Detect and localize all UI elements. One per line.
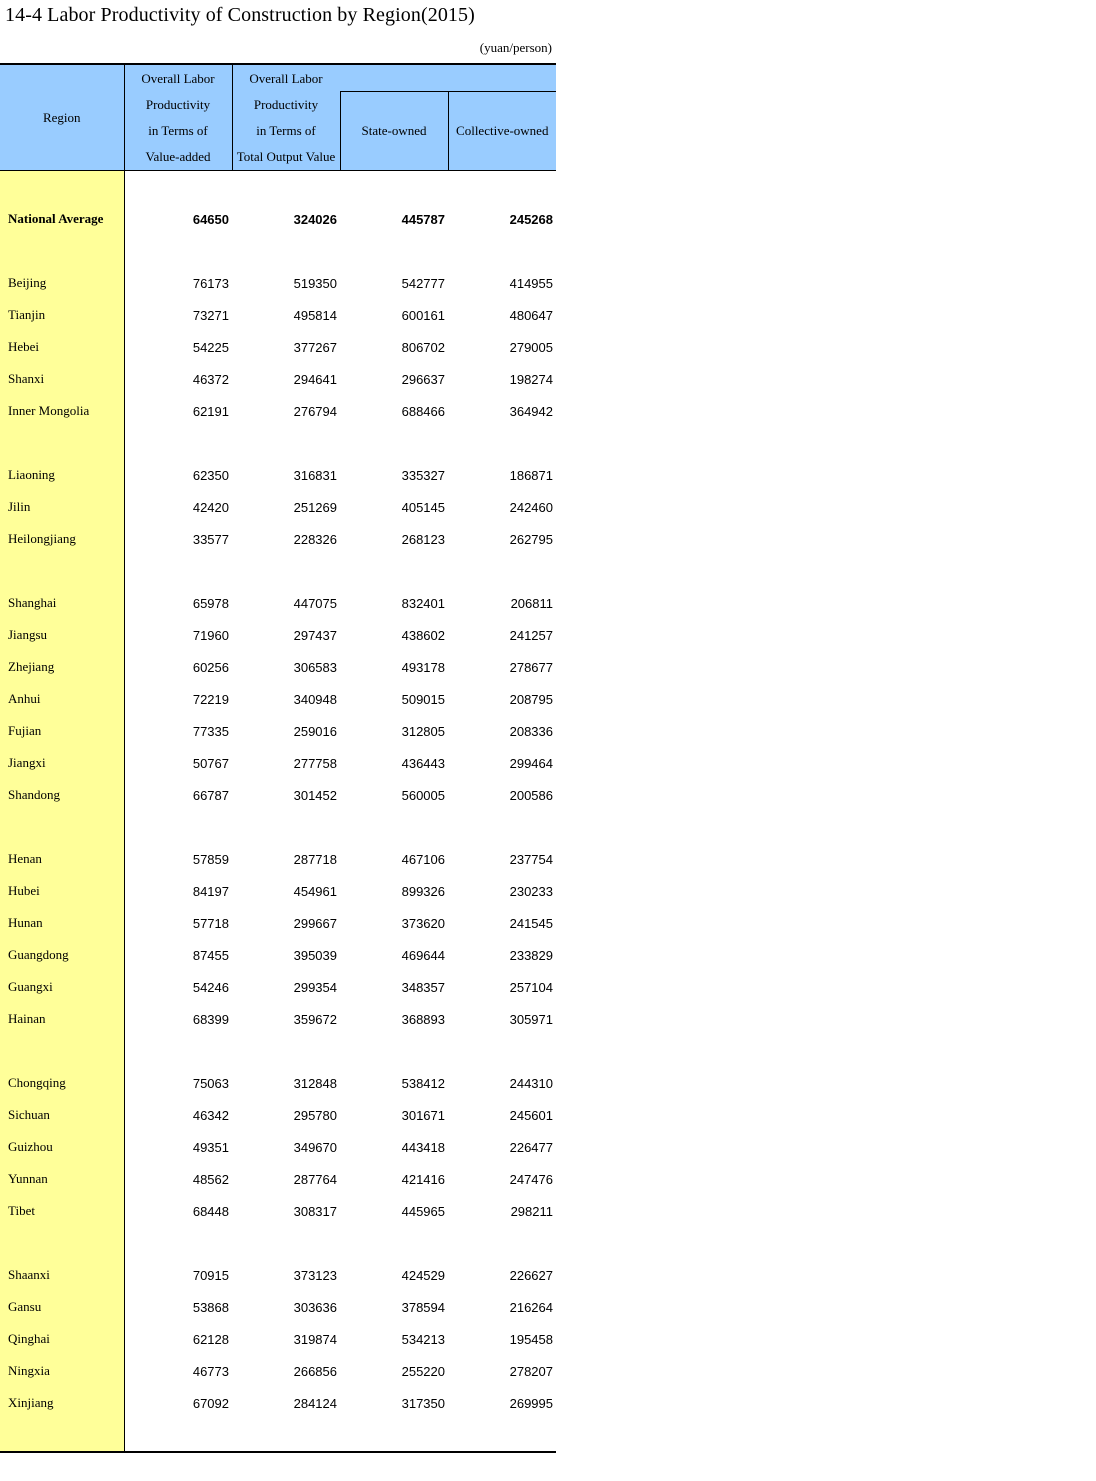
spacer-row [0,1419,556,1452]
region-cell: Hainan [0,1003,124,1035]
header-line: Overall Labor [249,70,323,86]
state-owned-cell: 600161 [401,307,445,323]
total-output-cell: 373123 [293,1267,337,1283]
state-owned-cell: 268123 [401,531,445,547]
region-cell: Fujian [0,715,124,747]
state-owned-cell: 542777 [401,275,445,291]
value-cell-empty [232,427,340,459]
table-header [0,64,556,171]
state-owned-cell: 348357 [401,979,445,995]
total-output-cell: 447075 [293,595,337,611]
total-output-cell: 324026 [293,211,337,227]
collective-owned-cell: 241545 [509,915,553,931]
table-row [0,1195,556,1227]
total-output-cell: 395039 [293,947,337,963]
value-added-cell: 77335 [192,723,229,739]
region-cell: Shandong [0,779,124,811]
region-cell-empty [0,427,124,459]
total-output-cell: 251269 [293,499,337,515]
value-added-cell: 72219 [192,691,229,707]
region-cell: Guangdong [0,939,124,971]
collective-owned-cell: 208336 [509,723,553,739]
value-added-cell: 87455 [192,947,229,963]
table-row [0,587,556,619]
header-total-output [232,64,340,171]
table-row [0,715,556,747]
header-spacer [340,64,556,92]
value-cell-empty [340,1035,448,1067]
value-cell-empty [340,427,448,459]
region-cell: Gansu [0,1291,124,1323]
collective-owned-cell: 299464 [509,755,553,771]
value-added-cell: 62128 [192,1331,229,1347]
state-owned-cell: 255220 [401,1363,445,1379]
total-output-cell: 287764 [293,1171,337,1187]
value-added-cell: 62191 [192,403,229,419]
value-cell-empty [340,235,448,267]
value-cell-empty [124,171,232,204]
collective-owned-cell: 279005 [509,339,553,355]
total-output-cell: 287718 [293,851,337,867]
state-owned-cell: 301671 [401,1107,445,1123]
table-row [0,395,556,427]
total-output-cell: 454961 [293,883,337,899]
region-cell: Henan [0,843,124,875]
value-added-cell: 46342 [192,1107,229,1123]
value-cell-empty [448,171,556,204]
table-row [0,939,556,971]
collective-owned-cell: 242460 [509,499,553,515]
value-added-cell: 68399 [192,1011,229,1027]
state-owned-cell: 421416 [401,1171,445,1187]
data-table [0,63,556,1453]
header-line: Total Output Value [236,148,336,164]
value-cell-empty [340,555,448,587]
state-owned-cell: 438602 [401,627,445,643]
region-cell: Guizhou [0,1131,124,1163]
state-owned-cell: 368893 [401,1011,445,1027]
value-added-cell: 67092 [192,1395,229,1411]
region-cell: Inner Mongolia [0,395,124,427]
table-row [0,683,556,715]
state-owned-cell: 445787 [401,211,445,227]
unit-label: (yuan/person) [479,40,552,55]
total-output-cell: 303636 [293,1299,337,1315]
region-cell: Jiangxi [0,747,124,779]
total-output-cell: 266856 [293,1363,337,1379]
header-state-owned: State-owned [340,92,448,171]
region-cell: Tianjin [0,299,124,331]
region-cell: Sichuan [0,1099,124,1131]
value-cell-empty [232,1419,340,1452]
table-row [0,299,556,331]
table-row [0,907,556,939]
region-cell-empty [0,555,124,587]
total-output-cell: 277758 [293,755,337,771]
table-row [0,1291,556,1323]
total-output-cell: 359672 [293,1011,337,1027]
region-cell: Shaanxi [0,1259,124,1291]
header-line: Value-added [145,148,211,164]
region-cell: Yunnan [0,1163,124,1195]
value-cell-empty [232,1035,340,1067]
spacer-row [0,555,556,587]
header-line: in Terms of [148,122,208,138]
collective-owned-cell: 262795 [509,531,553,547]
collective-owned-cell: 198274 [509,371,553,387]
value-added-cell: 75063 [192,1075,229,1091]
value-cell-empty [340,171,448,204]
collective-owned-cell: 230233 [509,883,553,899]
total-output-cell: 299354 [293,979,337,995]
state-owned-cell: 378594 [401,1299,445,1315]
header-line: Overall Labor [141,70,215,86]
value-cell-empty [124,1035,232,1067]
region-cell: National Average [0,203,124,235]
value-cell-empty [448,555,556,587]
collective-owned-cell: 257104 [509,979,553,995]
region-cell: Shanghai [0,587,124,619]
collective-owned-cell: 278677 [509,659,553,675]
state-owned-cell: 534213 [401,1331,445,1347]
spacer-row [0,1227,556,1259]
collective-owned-cell: 278207 [509,1363,553,1379]
region-cell: Anhui [0,683,124,715]
total-output-cell: 295780 [293,1107,337,1123]
collective-owned-cell: 305971 [509,1011,553,1027]
value-cell-empty [340,1227,448,1259]
state-owned-cell: 317350 [401,1395,445,1411]
collective-owned-cell: 241257 [509,627,553,643]
total-output-cell: 301452 [293,787,337,803]
total-output-cell: 259016 [293,723,337,739]
table-row [0,651,556,683]
collective-owned-cell: 208795 [509,691,553,707]
collective-owned-cell: 206811 [510,595,553,611]
collective-owned-cell: 195458 [509,1331,553,1347]
table-row [0,1387,556,1419]
state-owned-cell: 688466 [401,403,445,419]
spacer-row [0,235,556,267]
collective-owned-cell: 480647 [509,307,553,323]
collective-owned-cell: 233829 [509,947,553,963]
collective-owned-cell: 364942 [509,403,553,419]
value-added-cell: 57718 [192,915,229,931]
region-cell-empty [0,235,124,267]
region-cell: Xinjiang [0,1387,124,1419]
collective-owned-cell: 245601 [509,1107,553,1123]
region-cell-empty [0,1419,124,1452]
region-cell-empty [0,1227,124,1259]
table-row [0,971,556,1003]
state-owned-cell: 436443 [401,755,445,771]
collective-owned-cell: 186871 [509,467,553,483]
region-cell: Beijing [0,267,124,299]
value-added-cell: 84197 [192,883,229,899]
region-cell: Liaoning [0,459,124,491]
state-owned-cell: 832401 [401,595,445,611]
value-cell-empty [124,1227,232,1259]
total-output-cell: 319874 [293,1331,337,1347]
total-output-cell: 377267 [293,339,337,355]
collective-owned-cell: 216264 [509,1299,553,1315]
collective-owned-cell: 244310 [509,1075,553,1091]
value-cell-empty [448,235,556,267]
total-output-cell: 519350 [293,275,337,291]
region-cell: Tibet [0,1195,124,1227]
collective-owned-cell: 247476 [509,1171,553,1187]
state-owned-cell: 469644 [401,947,445,963]
table-row [0,747,556,779]
table-row [0,491,556,523]
value-cell-empty [124,235,232,267]
table-row [0,1131,556,1163]
table-row [0,459,556,491]
spacer-row [0,171,556,204]
collective-owned-cell: 200586 [509,787,553,803]
value-added-cell: 65978 [192,595,229,611]
state-owned-cell: 335327 [401,467,445,483]
table-row [0,875,556,907]
value-added-cell: 76173 [192,275,229,291]
state-owned-cell: 373620 [401,915,445,931]
header-line: in Terms of [256,122,316,138]
state-owned-cell: 806702 [401,339,445,355]
value-cell-empty [340,1419,448,1452]
collective-owned-cell: 237754 [509,851,553,867]
table-row [0,1323,556,1355]
region-cell: Qinghai [0,1323,124,1355]
total-output-cell: 495814 [293,307,337,323]
value-added-cell: 57859 [192,851,229,867]
region-cell-empty [0,171,124,204]
collective-owned-cell: 226477 [509,1139,553,1155]
total-output-cell: 306583 [293,659,337,675]
table-row [0,267,556,299]
collective-owned-cell: 226627 [509,1267,553,1283]
state-owned-cell: 445965 [401,1203,445,1219]
table-row [0,1067,556,1099]
collective-owned-cell: 414955 [509,275,553,291]
value-added-cell: 66787 [192,787,229,803]
total-output-cell: 312848 [293,1075,337,1091]
table-row [0,363,556,395]
value-cell-empty [232,555,340,587]
table-body [0,171,556,1453]
total-output-cell: 294641 [293,371,337,387]
table-row [0,843,556,875]
value-added-cell: 33577 [192,531,229,547]
region-cell: Jiangsu [0,619,124,651]
total-output-cell: 276794 [293,403,337,419]
value-added-cell: 49351 [192,1139,229,1155]
value-cell-empty [448,811,556,843]
total-output-cell: 340948 [293,691,337,707]
state-owned-cell: 538412 [401,1075,445,1091]
state-owned-cell: 467106 [401,851,445,867]
state-owned-cell: 899326 [401,883,445,899]
total-output-cell: 349670 [293,1139,337,1155]
data-table-container [0,63,556,1453]
state-owned-cell: 443418 [401,1139,445,1155]
state-owned-cell: 560005 [401,787,445,803]
value-cell-empty [124,427,232,459]
header-value-added [124,64,232,171]
value-cell-empty [232,1227,340,1259]
region-cell: Shanxi [0,363,124,395]
value-cell-empty [232,235,340,267]
region-cell: Hebei [0,331,124,363]
region-cell: Hubei [0,875,124,907]
value-added-cell: 70915 [192,1267,229,1283]
region-cell: Heilongjiang [0,523,124,555]
region-cell-empty [0,811,124,843]
region-cell-empty [0,1035,124,1067]
region-cell: Guangxi [0,971,124,1003]
value-cell-empty [448,1227,556,1259]
value-added-cell: 71960 [192,627,229,643]
page-title: 14-4 Labor Productivity of Construction by Region(2015) [5,4,475,26]
table-row [0,203,556,235]
spacer-row [0,427,556,459]
collective-owned-cell: 269995 [509,1395,553,1411]
header-line: Productivity [145,96,211,112]
value-added-cell: 48562 [192,1171,229,1187]
total-output-cell: 297437 [293,627,337,643]
total-output-cell: 228326 [293,531,337,547]
state-owned-cell: 424529 [401,1267,445,1283]
total-output-cell: 284124 [293,1395,337,1411]
value-cell-empty [124,555,232,587]
value-cell-empty [448,1419,556,1452]
value-cell-empty [448,1035,556,1067]
value-cell-empty [124,1419,232,1452]
state-owned-cell: 405145 [401,499,445,515]
value-added-cell: 54225 [192,339,229,355]
value-added-cell: 62350 [192,467,229,483]
table-row [0,1355,556,1387]
value-added-cell: 64650 [192,211,229,227]
spacer-row [0,1035,556,1067]
region-cell: Jilin [0,491,124,523]
total-output-cell: 308317 [293,1203,337,1219]
table-row [0,1003,556,1035]
value-cell-empty [448,427,556,459]
header-collective-owned: Collective-owned [448,92,556,171]
value-added-cell: 73271 [192,307,229,323]
table-row [0,779,556,811]
region-cell: Hunan [0,907,124,939]
header-region: Region [0,64,124,171]
state-owned-cell: 509015 [401,691,445,707]
region-cell: Zhejiang [0,651,124,683]
value-cell-empty [124,811,232,843]
value-cell-empty [232,171,340,204]
value-added-cell: 54246 [192,979,229,995]
total-output-cell: 316831 [293,467,337,483]
collective-owned-cell: 245268 [509,211,553,227]
state-owned-cell: 312805 [401,723,445,739]
table-row [0,1163,556,1195]
state-owned-cell: 296637 [401,371,445,387]
region-cell: Ningxia [0,1355,124,1387]
table-row [0,523,556,555]
value-added-cell: 42420 [192,499,229,515]
value-cell-empty [232,811,340,843]
table-row [0,331,556,363]
value-added-cell: 60256 [192,659,229,675]
value-added-cell: 46773 [192,1363,229,1379]
header-line: Productivity [253,96,319,112]
value-added-cell: 68448 [192,1203,229,1219]
table-row [0,619,556,651]
spacer-row [0,811,556,843]
collective-owned-cell: 298211 [510,1203,553,1219]
state-owned-cell: 493178 [401,659,445,675]
table-row [0,1259,556,1291]
table-row [0,1099,556,1131]
value-cell-empty [340,811,448,843]
region-cell: Chongqing [0,1067,124,1099]
total-output-cell: 299667 [293,915,337,931]
value-added-cell: 53868 [192,1299,229,1315]
value-added-cell: 50767 [192,755,229,771]
value-added-cell: 46372 [192,371,229,387]
